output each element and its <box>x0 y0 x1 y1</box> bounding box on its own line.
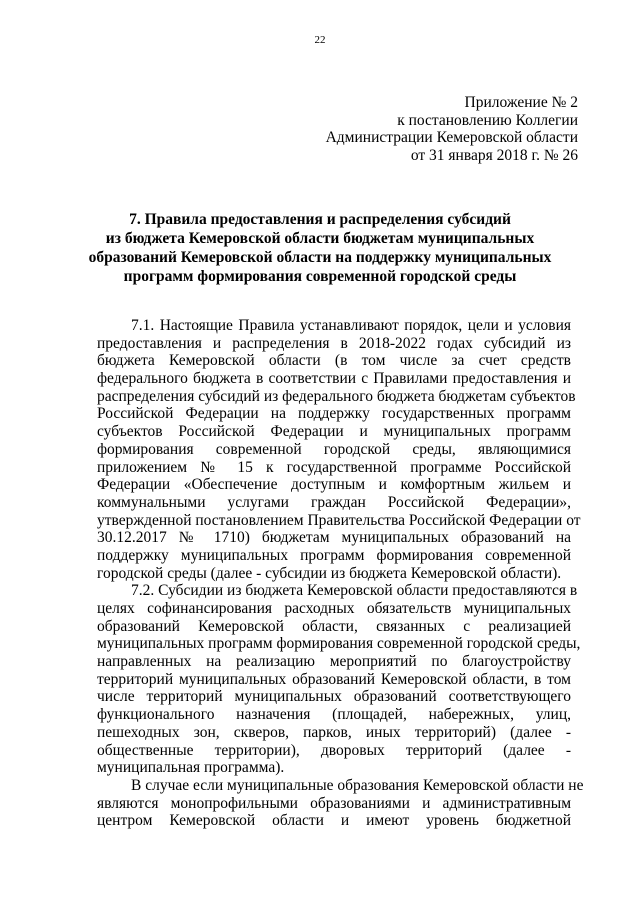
title-line: программ формирования современной городской среды <box>123 268 517 285</box>
appendix-line: к постановлению Коллегии <box>397 111 578 129</box>
paragraph-line: целях софинансирования расходных обязательств муниципальных <box>97 600 571 617</box>
paragraph-line: поддержку муниципальных программ формирования современной <box>97 546 571 564</box>
paragraph-line: муниципальных программ формирования современной городской среды, <box>97 635 581 653</box>
paragraph-line: Федерации «Обеспечение доступным и комфортным жильем и <box>97 476 571 494</box>
paragraph-line: коммунальными услугами граждан Российской Федерации», <box>97 493 571 511</box>
body-text <box>97 317 584 830</box>
paragraph-line: функционального назначения (площадей, набережных, улиц, <box>97 706 571 724</box>
paragraph-line: утвержденной постановлением Правительства Российской Федерации от <box>97 511 581 529</box>
paragraph-line: 7.2. Субсидии из бюджета Кемеровской области предоставляются в <box>131 582 578 600</box>
paragraph-line: пешеходных зон, скверов, парков, иных территорий) (далее - <box>97 723 571 741</box>
paragraph-line: федерального бюджета в соответствии с Правилами предоставления и <box>97 370 571 388</box>
appendix-line: от 31 января 2018 г. № 26 <box>410 146 578 164</box>
paragraph-line: центром Кемеровской области и имеют уровень бюджетной <box>97 812 571 830</box>
title-line: образований Кемеровской области на поддержку муниципальных <box>88 249 552 266</box>
paragraph-line: общественные территории), дворовых территорий (далее - <box>97 741 571 759</box>
paragraph-line: предоставления и распределения в 2018-2022 годах субсидий из <box>97 334 571 352</box>
paragraph-line: территорий муниципальных образований Кемеровской области, в том <box>97 670 571 688</box>
paragraph-line: образований Кемеровской области, связанных с реализацией <box>97 617 571 635</box>
page-number: 22 <box>314 34 326 46</box>
paragraph-line: приложением № 15 к государственной программе Российской <box>97 458 571 476</box>
paragraph-line: числе территорий муниципальных образований соответствующего <box>97 688 571 706</box>
paragraph-line: субъектов Российской Федерации и муниципальных программ <box>97 423 571 441</box>
paragraph-line: направленных на реализацию мероприятий по благоустройству <box>97 653 571 671</box>
section-title <box>60 210 580 286</box>
appendix-line: Приложение № 2 <box>464 94 578 111</box>
paragraph-line: бюджета Кемеровской области (в том числе за счет средств <box>97 352 571 370</box>
paragraph-line: Российской Федерации на поддержку государственных программ <box>97 405 571 423</box>
title-line: 7. Правила предоставления и распределения субсидий <box>129 211 511 228</box>
paragraph-line: распределения субсидий из федерального бюджета бюджетам субъектов <box>97 387 576 405</box>
paragraph-line: 7.1. Настоящие Правила устанавливают порядок, цели и условия <box>131 317 571 334</box>
title-line: из бюджета Кемеровской области бюджетам муниципальных <box>105 230 535 247</box>
paragraph-line: являются монопрофильными образованиями и административным <box>97 794 571 812</box>
paragraph-line: формирования современной городской среды, являющимися <box>97 440 571 458</box>
paragraph-line: городской среды (далее - субсидии из бюджета Кемеровской области). <box>97 564 562 582</box>
paragraph-line: муниципальная программа). <box>97 759 285 777</box>
paragraph-line: В случае если муниципальные образования Кемеровской области не <box>131 776 584 794</box>
appendix-line: Администрации Кемеровской области <box>325 129 578 146</box>
appendix-header <box>326 94 578 164</box>
paragraph-line: 30.12.2017 № 1710) бюджетам муниципальных образований на <box>97 529 571 547</box>
